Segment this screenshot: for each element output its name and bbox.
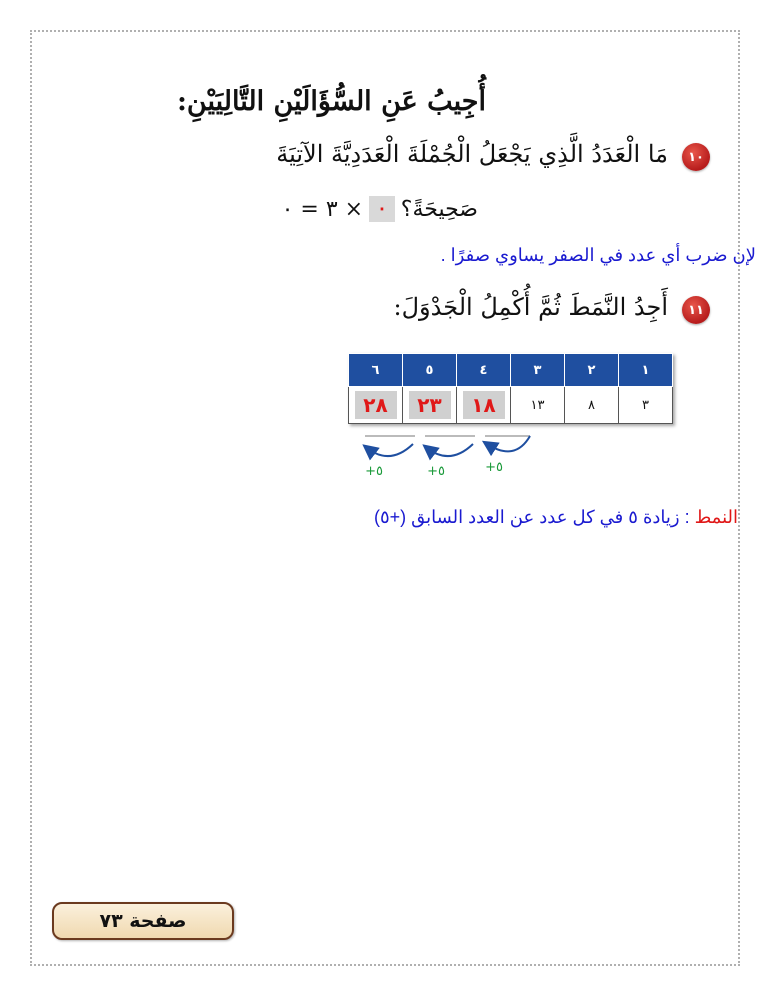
answer-cell xyxy=(457,387,511,424)
value-cell: ٣ xyxy=(619,387,673,424)
question-number: ١٠ xyxy=(688,149,704,165)
header-cell: ٦ xyxy=(349,354,403,387)
header-cell: ٥ xyxy=(403,354,457,387)
page-number: صفحة ٧٣ xyxy=(99,910,187,932)
question-word: صَحِيحَةً؟ xyxy=(400,196,478,222)
arrow-icon xyxy=(427,444,473,456)
header-cell: ٢ xyxy=(565,354,619,387)
arrow-icon xyxy=(487,436,530,451)
equation-line xyxy=(282,196,478,222)
answer-box: ٠ xyxy=(369,196,395,222)
answer-text: لإن ضرب أي عدد في الصفر يساوي صفرًا . xyxy=(440,245,756,265)
arrow-icon xyxy=(367,444,413,456)
equation-rest: × ٣ = ٠ xyxy=(281,196,364,222)
table-header-row xyxy=(349,354,673,387)
question-number-badge xyxy=(682,296,710,324)
header-cell: ٤ xyxy=(457,354,511,387)
pattern-table xyxy=(348,353,673,424)
question-text: مَا الْعَدَدُ الَّذِي يَجْعَلُ الْجُمْلَةَ الْعَدَدِيَّةَ الآتِيَةَ xyxy=(276,140,668,168)
value-cell: ١٣ xyxy=(511,387,565,424)
question-number: ١١ xyxy=(688,302,704,318)
answer-value: ٢٣ xyxy=(409,391,451,419)
question-number-badge xyxy=(682,143,710,171)
page-number-badge xyxy=(52,902,234,940)
answer-value: ٢٨ xyxy=(355,391,397,419)
arrow-label: ٥+ xyxy=(485,460,503,475)
answer-value: ١٨ xyxy=(463,391,505,419)
question-text: أَجِدُ النَّمَطَ ثُمَّ أُكْمِلُ الْجَدْوَلَ: xyxy=(393,293,668,321)
answer-cell xyxy=(349,387,403,424)
section-heading: أُجِيبُ عَنِ السُّؤَالَيْنِ التَّالِيَيْنِ: xyxy=(176,86,486,117)
answer-cell xyxy=(403,387,457,424)
pattern-arrows xyxy=(355,432,545,478)
pattern-answer xyxy=(374,507,738,528)
arrow-label: ٥+ xyxy=(365,464,383,478)
value-cell: ٨ xyxy=(565,387,619,424)
arrow-label: ٥+ xyxy=(427,464,445,478)
pattern-label: النمط xyxy=(694,507,738,527)
header-cell: ١ xyxy=(619,354,673,387)
table-value-row xyxy=(349,387,673,424)
pattern-description: : زيادة ٥ في كل عدد عن العدد السابق (+٥) xyxy=(373,507,695,527)
header-cell: ٣ xyxy=(511,354,565,387)
